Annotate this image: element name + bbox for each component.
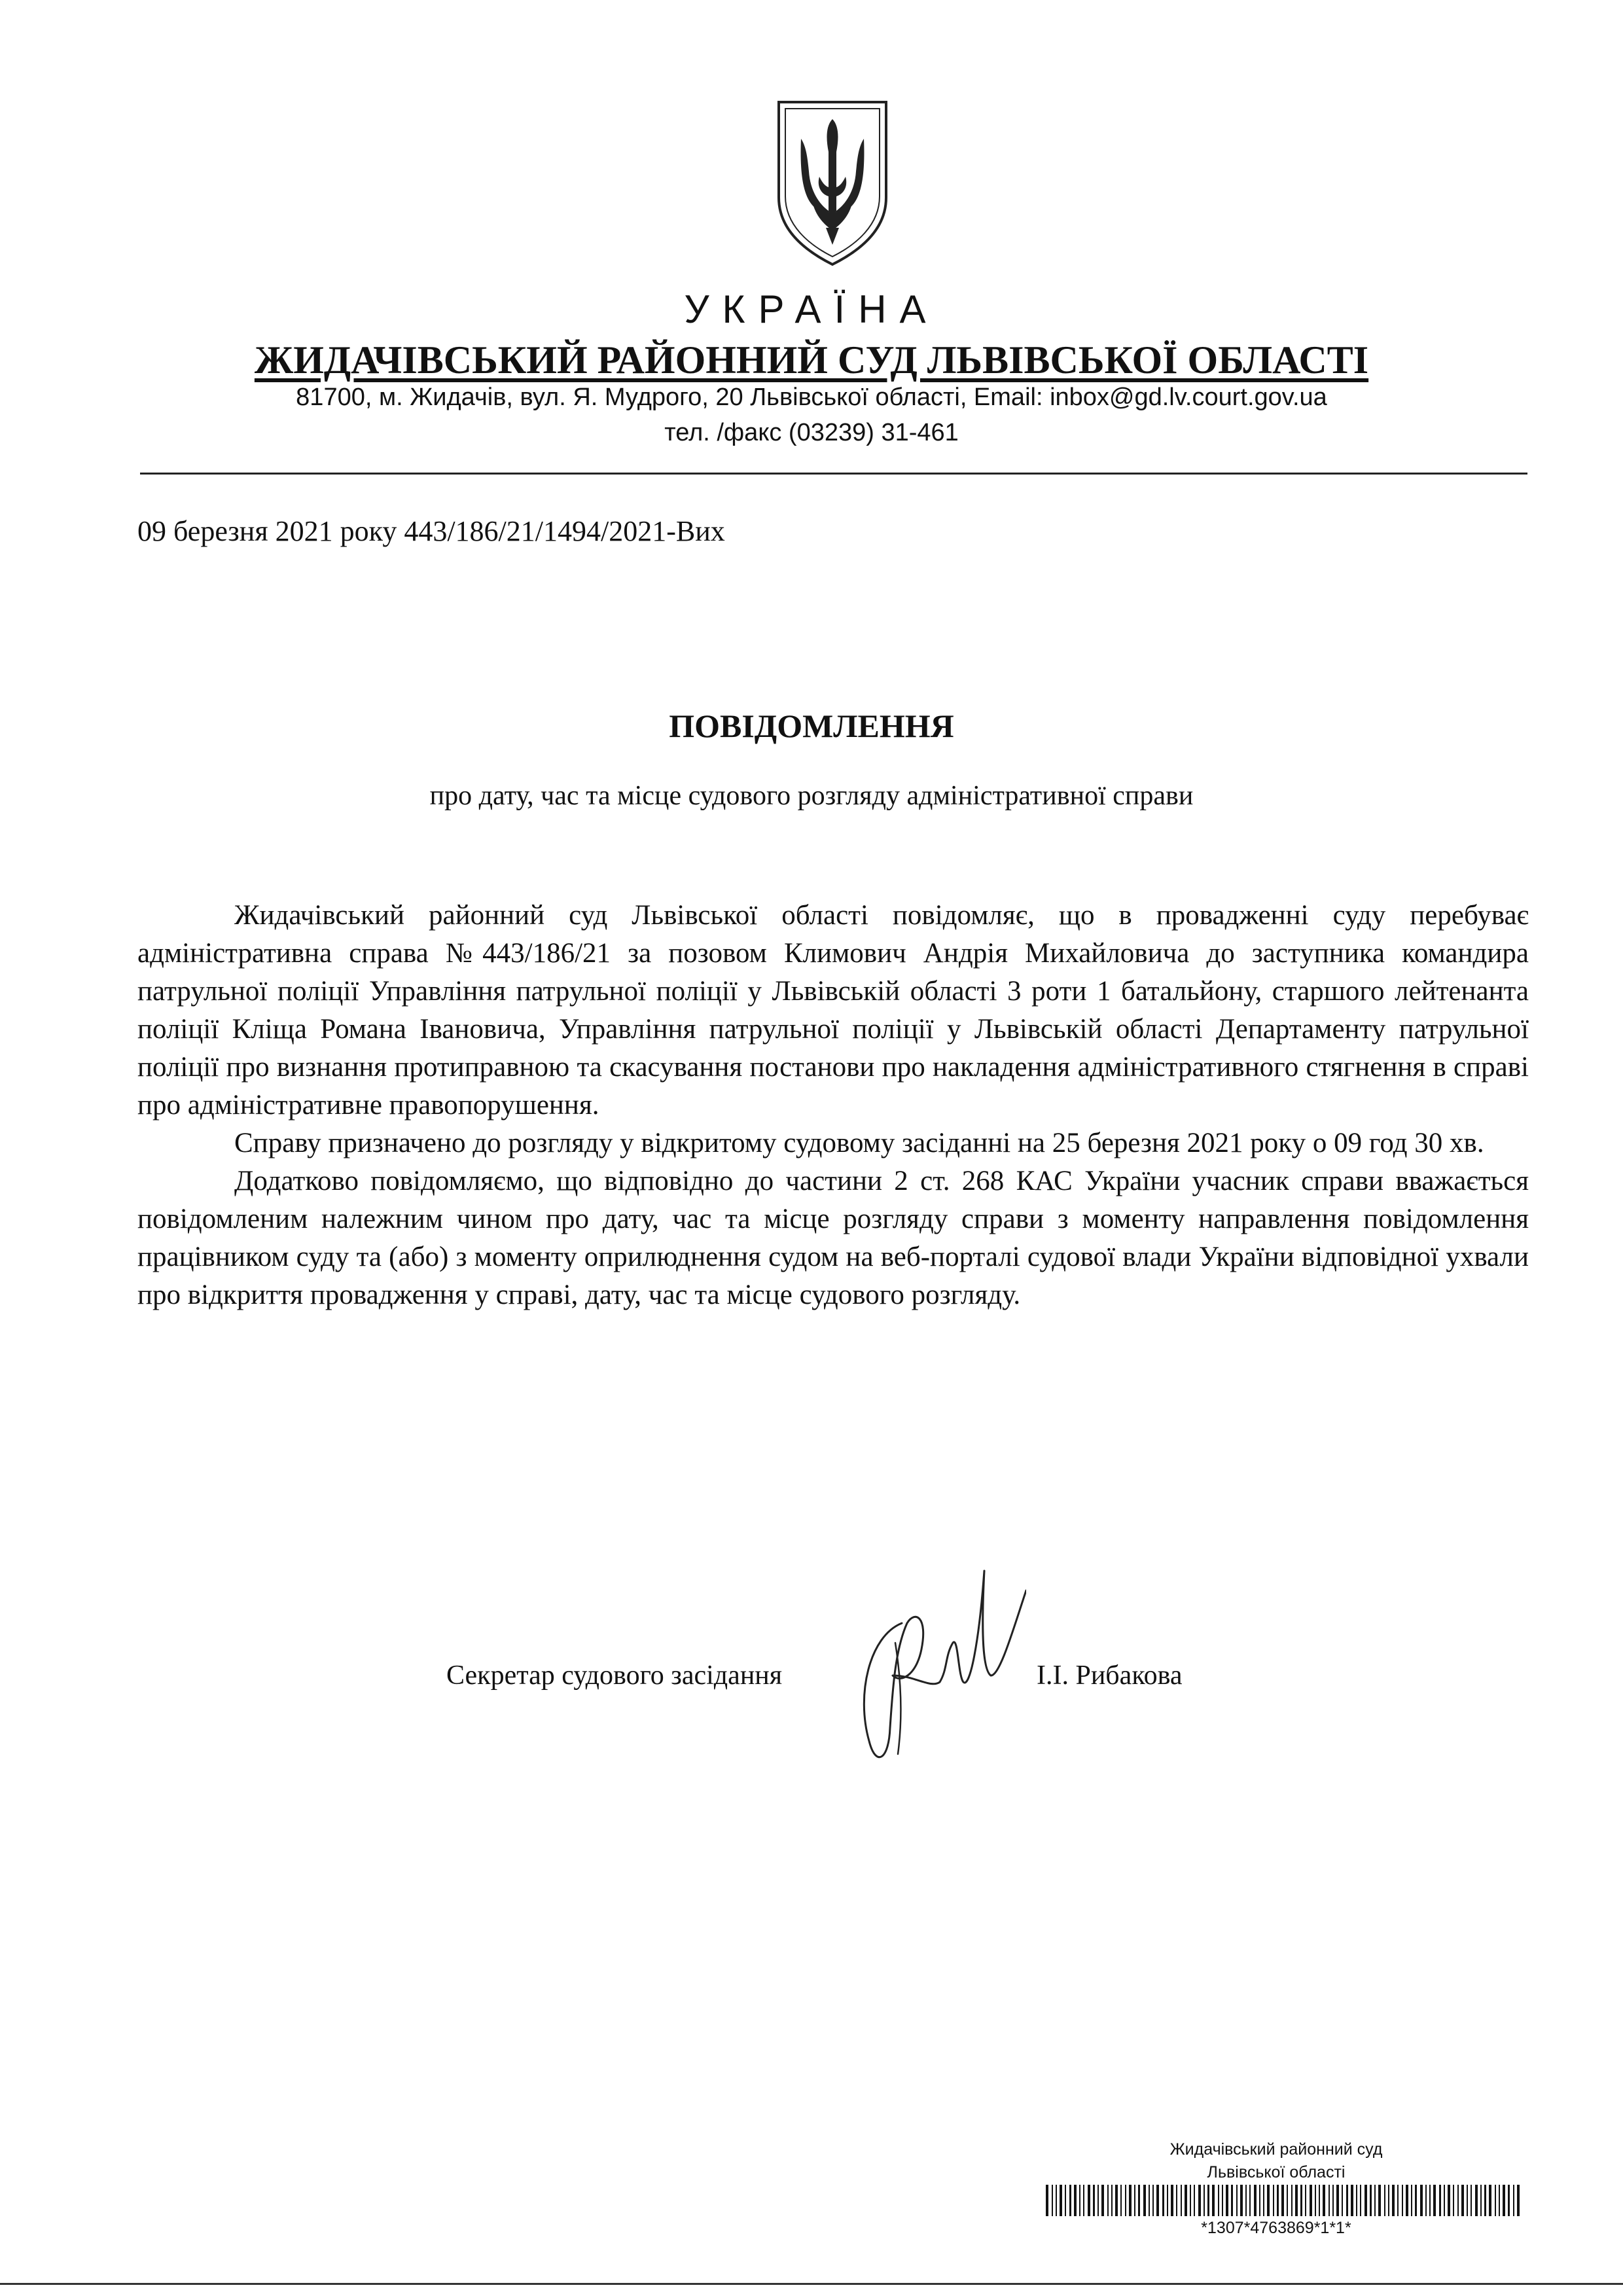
- court-phone: тел. /факс (03239) 31-461: [664, 419, 959, 446]
- stamp-court-region: Львівської області: [1207, 2163, 1346, 2181]
- document-reference: 09 березня 2021 року 443/186/21/1494/2021-Вих: [137, 515, 725, 547]
- document-body: [137, 897, 1529, 1314]
- trident-icon: [774, 99, 891, 267]
- handwritten-signature: [830, 1545, 1026, 1780]
- body-paragraph: Справу призначено до розгляду у відкритому судовому засіданні на 25 березня 2021 року о 09 год 30 хв.: [234, 1128, 1484, 1158]
- body-paragraph: Додатково повідомляємо, що відповідно до частини 2 ст. 268 КАС України учасник справи вважається повідомленим належним чином про дату, час та місце розгляду справи з моменту направлення повідомлення працівником суду та (або) з моменту оприлюднення судом на веб-порталі судової влади України відповідної ухвали про відкриття провадження у справі, дату, час та місце судового розгляду.: [137, 1166, 1529, 1310]
- barcode: [1046, 2185, 1524, 2216]
- court-name: ЖИДАЧІВСЬКИЙ РАЙОННИЙ СУД ЛЬВІВСЬКОЇ ОБЛАСТІ: [254, 338, 1369, 382]
- signer-role: Секретар судового засідання: [446, 1660, 783, 1691]
- coat-of-arms-emblem: [774, 99, 891, 267]
- country-name: УКРАЇНА: [684, 287, 939, 331]
- document-subtitle: про дату, час та місце судового розгляду адміністративної справи: [429, 781, 1194, 811]
- court-address: 81700, м. Жидачів, вул. Я. Мудрого, 20 Львівської області, Email: inbox@gd.lv.court.gov.ua: [296, 384, 1327, 411]
- body-paragraph: Жидачівський районний суд Львівської області повідомляє, що в провадженні суду перебуває адміністративна справа №443/186/21 за позовом Климович Андрія Михайловича до заступника командира патрульної поліції Управління патрульної поліції у Львівській області 3 роти 1 батальйону, старшого лейтенанта поліції Кліща Романа Івановича, Управління патрульної поліції у Львівській області Департаменту патрульної поліції про визнання протиправною та скасування постанови про накладення адміністративного стягнення в справі про адміністративне правопорушення.: [137, 900, 1529, 1121]
- barcode-number: *1307*4763869*1*1*: [1201, 2219, 1351, 2237]
- document-title: ПОВІДОМЛЕННЯ: [669, 708, 954, 744]
- header-divider: [140, 473, 1527, 475]
- stamp-court-name: Жидачівський районний суд: [1169, 2140, 1383, 2159]
- page-bottom-edge: [0, 2283, 1623, 2285]
- signer-name: І.І. Рибакова: [1037, 1660, 1183, 1691]
